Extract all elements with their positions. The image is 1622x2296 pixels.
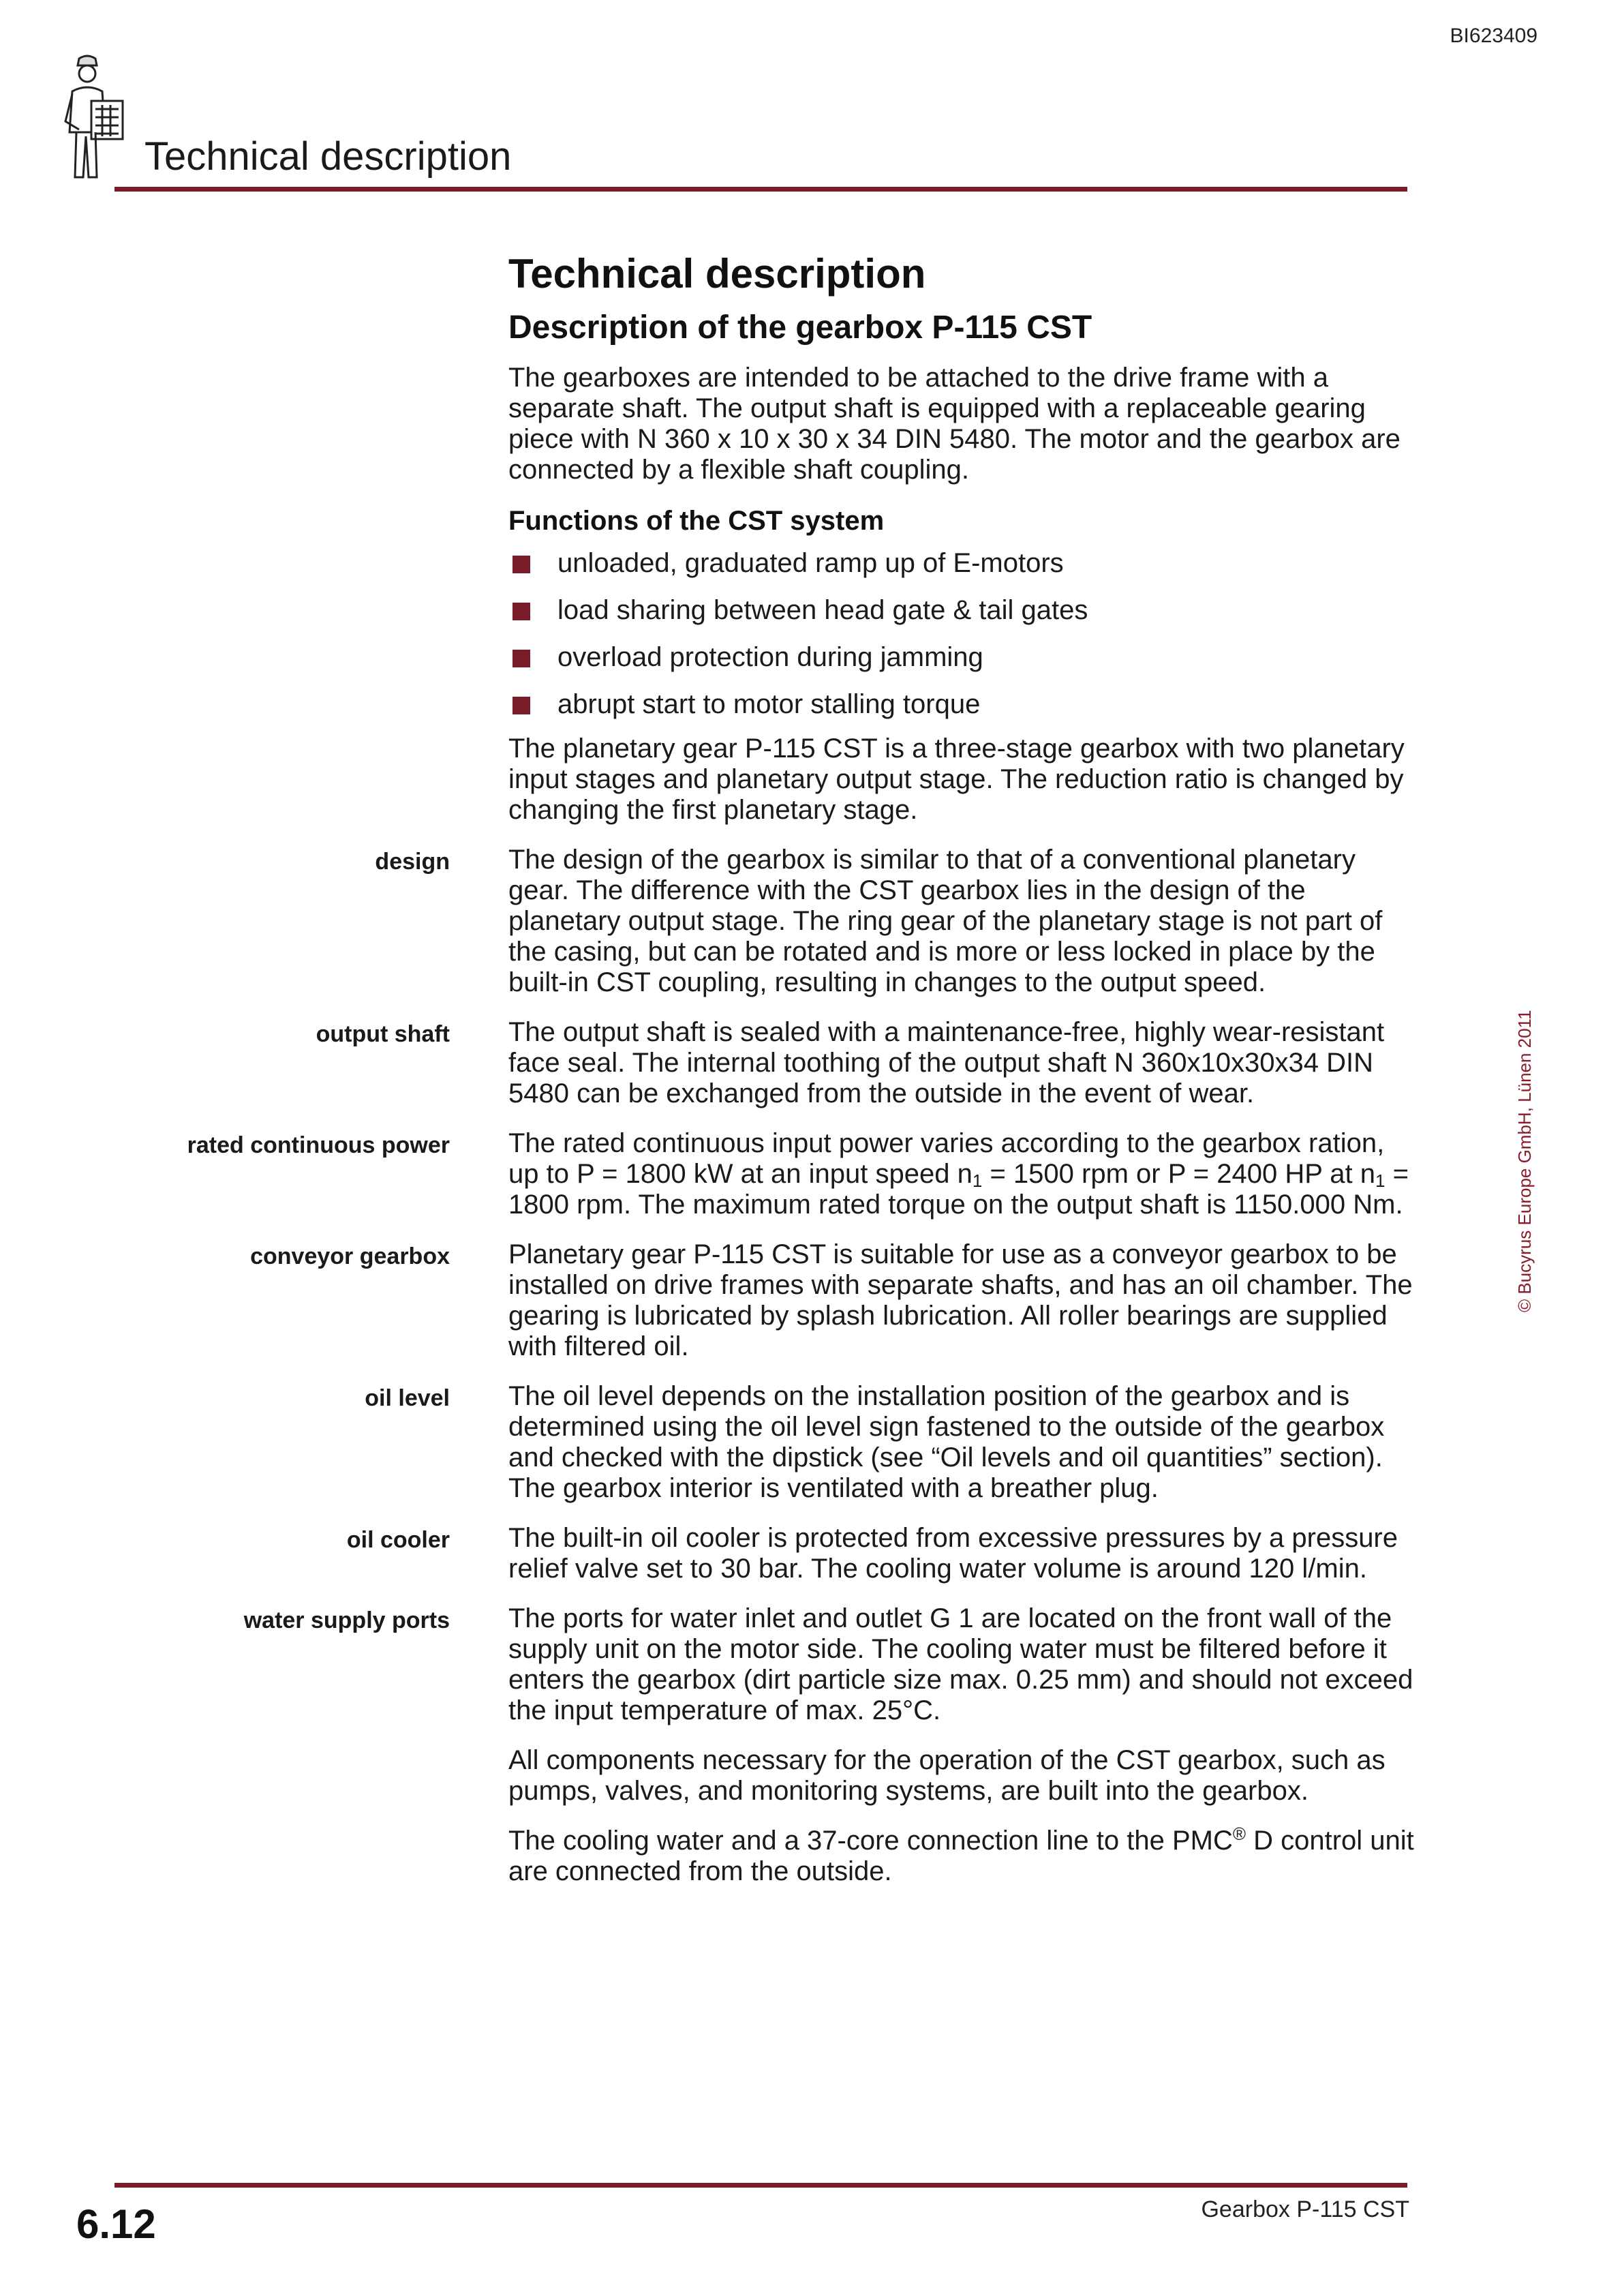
margin-label-conveyor-gearbox: conveyor gearbox bbox=[250, 1243, 450, 1269]
planetary-paragraph: The planetary gear P-115 CST is a three-stage gearbox with two planetary input stages and planetary output stage. The reduction ratio is changed by changing the first planetary stage. bbox=[508, 733, 1405, 825]
oil-cooler-section bbox=[346, 1522, 1415, 1584]
cooling-paragraph: The cooling water and a 37-core connection line to the PMC® D control unit are connected from the outside. bbox=[508, 1823, 1414, 1886]
page-number: 6.12 bbox=[76, 2201, 156, 2247]
oil-level-section bbox=[365, 1380, 1415, 1504]
margin-label-output-shaft: output shaft bbox=[316, 1021, 450, 1047]
conveyor-gearbox-section bbox=[250, 1239, 1415, 1362]
rated-power-section bbox=[187, 1128, 1415, 1220]
list-item: abrupt start to motor stalling torque bbox=[508, 689, 1415, 720]
conveyor-gearbox-paragraph: Planetary gear P-115 CST is suitable for use as a conveyor gearbox to be installed on drive frames with separate shafts, and has an oil chamber. The gearing is lubricated by splash lubrication. All roller bearings are supplied with filtered oil. bbox=[508, 1239, 1413, 1361]
list-item: unloaded, graduated ramp up of E-motors bbox=[508, 548, 1415, 579]
water-supply-section bbox=[243, 1603, 1415, 1726]
bullet-square-icon bbox=[512, 697, 530, 714]
list-item: overload protection during jamming bbox=[508, 642, 1415, 673]
footer-divider bbox=[114, 2183, 1407, 2188]
intro-paragraph: The gearboxes are intended to be attached to the drive frame with a separate shaft. The output shaft is equipped with a replaceable gearing piece with N 360 x 10 x 30 x 34 DIN 5480. The motor and the gearbox are connected by a flexible shaft coupling. bbox=[508, 362, 1401, 485]
design-paragraph: The design of the gearbox is similar to that of a conventional planetary gear. The difference with the CST gearbox lies in the design of the planetary output stage. The ring gear of the planetary stage is not part of the casing, but can be rotated and is more or less locked in place by the built-in CST coupling, resulting in changes to the output speed. bbox=[508, 844, 1383, 997]
oil-level-paragraph: The oil level depends on the installation position of the gearbox and is determined using the oil level sign fastened to the outside of the gearbox and checked with the dipstick (see “Oil levels and oil quantities” section). The gearbox interior is ventilated with a breather plug. bbox=[508, 1380, 1385, 1503]
margin-label-rated-power: rated continuous power bbox=[187, 1132, 450, 1158]
output-shaft-section bbox=[316, 1016, 1415, 1109]
output-shaft-paragraph: The output shaft is sealed with a maintenance-free, highly wear-resistant face seal. The internal toothing of the output shaft N 360x10x30x34 DIN 5480 can be exchanged from the outside in the event of wear. bbox=[508, 1016, 1385, 1108]
components-paragraph: All components necessary for the operation of the CST gearbox, such as pumps, valves, and monitoring systems, are built into the gearbox. bbox=[508, 1744, 1386, 1806]
page-title: Technical description bbox=[508, 251, 926, 297]
design-section bbox=[375, 844, 1415, 998]
footer-title: Gearbox P-115 CST bbox=[1201, 2196, 1409, 2222]
margin-label-water-supply: water supply ports bbox=[243, 1607, 450, 1633]
copyright-notice: © Bucyrus Europe GmbH, Lünen 2011 bbox=[1514, 1010, 1535, 1312]
bullet-square-icon bbox=[512, 556, 530, 573]
header-divider bbox=[114, 187, 1407, 192]
list-item: load sharing between head gate & tail gates bbox=[508, 595, 1415, 626]
technician-with-manual-icon bbox=[52, 53, 132, 180]
water-supply-paragraph: The ports for water inlet and outlet G 1 are located on the front wall of the supply unit on the motor side. The cooling water must be filtered before it enters the gearbox (dirt particle size max. 0.25 mm) and should not exceed the input temperature of max. 25°C. bbox=[508, 1603, 1413, 1725]
margin-label-design: design bbox=[375, 848, 450, 875]
functions-heading: Functions of the CST system bbox=[508, 505, 885, 536]
section-subtitle: Description of the gearbox P-115 CST bbox=[508, 309, 1092, 346]
header-section-title: Technical description bbox=[144, 134, 512, 179]
document-id: BI623409 bbox=[1450, 25, 1537, 47]
bullet-square-icon bbox=[512, 603, 530, 620]
oil-cooler-paragraph: The built-in oil cooler is protected from excessive pressures by a pressure relief valve set to 30 bar. The cooling water volume is around 120 l/min. bbox=[508, 1522, 1398, 1584]
margin-label-oil-cooler: oil cooler bbox=[346, 1526, 450, 1553]
main-content bbox=[187, 250, 1415, 1887]
functions-list bbox=[508, 548, 1415, 720]
bullet-square-icon bbox=[512, 650, 530, 667]
margin-label-oil-level: oil level bbox=[365, 1385, 450, 1411]
rated-power-paragraph: The rated continuous input power varies according to the gearbox ration, up to P = 1800 kW at an input speed $n_1 = 1500$ rpm or P = 2400 HP at $n_1 = 1800$ rpm. The maximum rated torque on the output shaft is 1150.000 Nm. bbox=[508, 1128, 1409, 1220]
